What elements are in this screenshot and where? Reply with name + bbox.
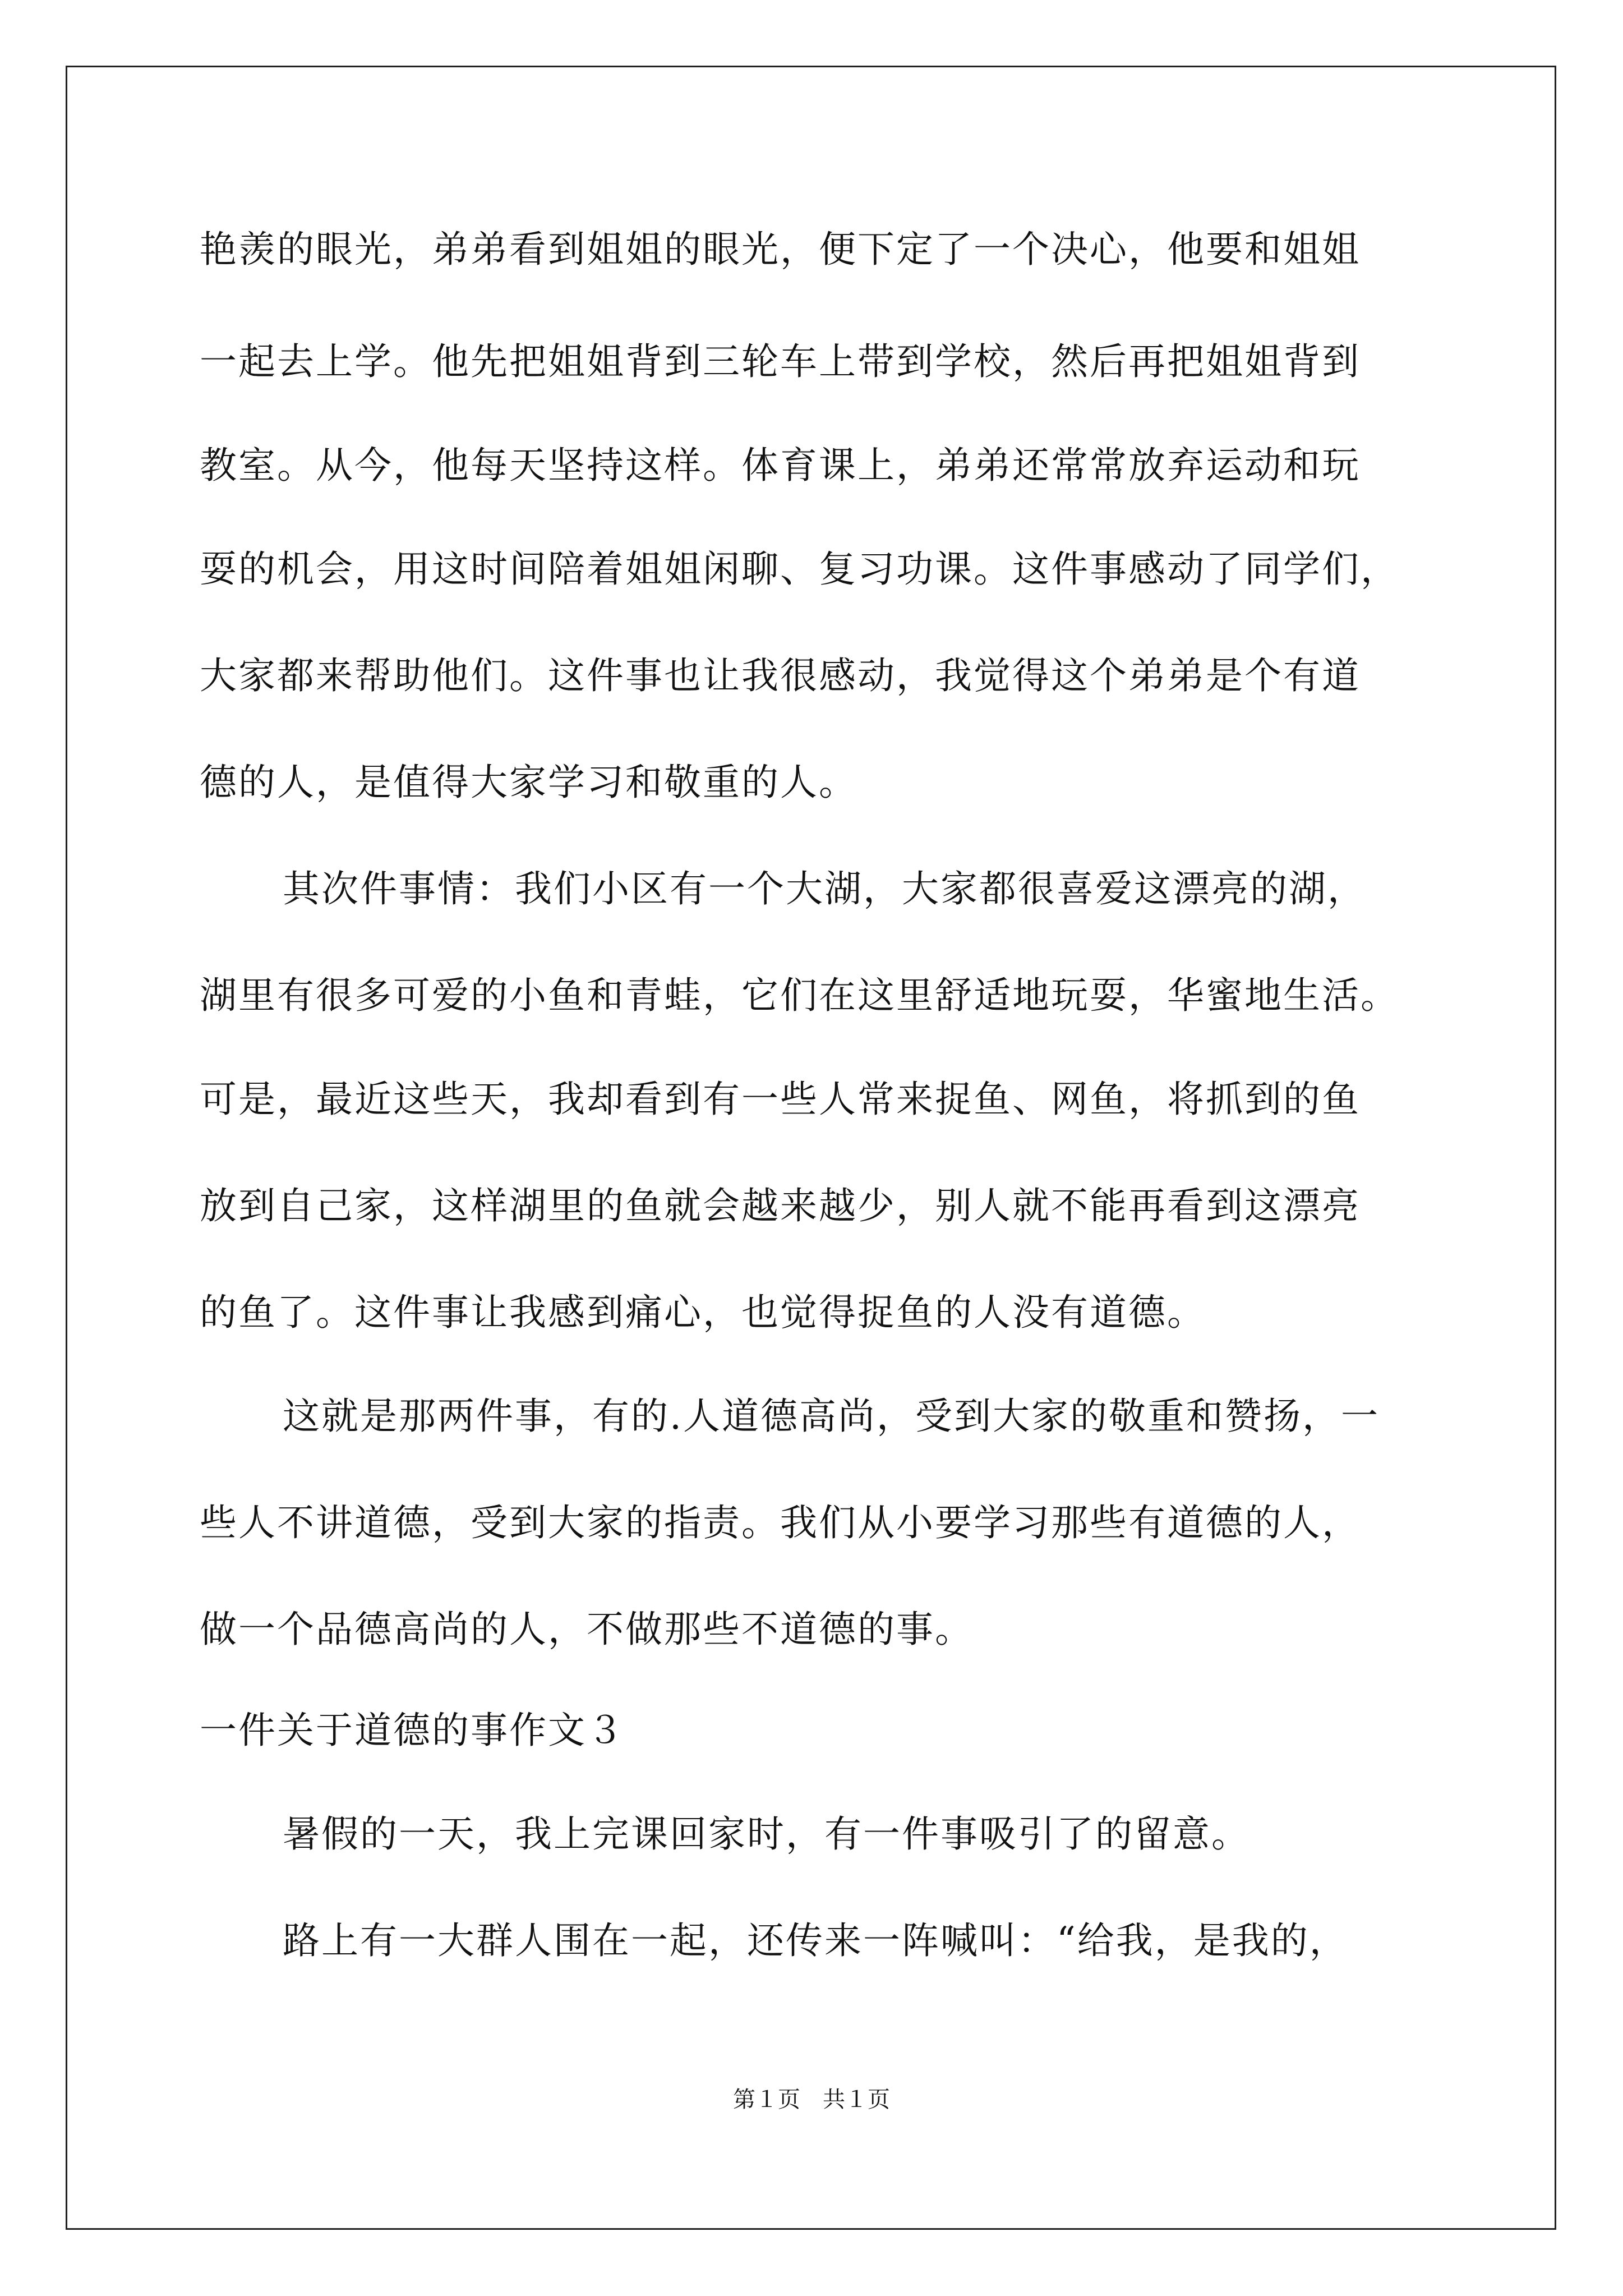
paragraph-5: 路上有一大群人围在一起，还传来一阵喊叫：“给我，是我的， [283, 1919, 1348, 1962]
text-line: 这就是那两件事，有的.人道德高尚，受到大家的敬重和赞扬，一 [283, 1395, 1380, 1438]
section-heading: 一件关于道德的事作文３ [200, 1709, 625, 1752]
text-line: 一起去上学。他先把姐姐背到三轮车上带到学校，然后再把姐姐背到 [200, 340, 1361, 383]
text-line: 的鱼了。这件事让我感到痛心，也觉得捉鱼的人没有道德。 [200, 1291, 1206, 1334]
text-line: 耍的机会，用这时间陪着姐姐闲聊、复习功课。这件事感动了同学们， [200, 547, 1399, 591]
text-line: 大家都来帮助他们。这件事也让我很感动，我觉得这个弟弟是个有道 [200, 654, 1361, 697]
page-footer: 第１页 共１页 [733, 2087, 890, 2113]
text-line: 湖里有很多可爱的小鱼和青蛙，它们在这里舒适地玩耍，华蜜地生活。 [200, 974, 1399, 1017]
text-line: 艳羡的眼光，弟弟看到姐姐的眼光，便下定了一个决心，他要和姐姐 [200, 228, 1361, 271]
text-line: 些人不讲道德，受到大家的指责。我们从小要学习那些有道德的人， [200, 1501, 1361, 1544]
text-line: 其次件事情：我们小区有一个大湖，大家都很喜爱这漂亮的湖， [283, 867, 1366, 910]
text-line: 德的人，是值得大家学习和敬重的人。 [200, 761, 857, 804]
text-line: 放到自己家，这样湖里的鱼就会越来越少，别人就不能再看到这漂亮 [200, 1184, 1361, 1227]
page-border [66, 66, 1556, 2230]
paragraph-4: 暑假的一天，我上完课回家时，有一件事吸引了的留意。 [283, 1812, 1250, 1856]
text-line: 做一个品德高尚的人，不做那些不道德的事。 [200, 1608, 974, 1651]
text-line: 教室。从今，他每天坚持这样。体育课上，弟弟还常常放弃运动和玩 [200, 444, 1361, 487]
text-line: 可是，最近这些天，我却看到有一些人常来捉鱼、网鱼，将抓到的鱼 [200, 1078, 1361, 1121]
